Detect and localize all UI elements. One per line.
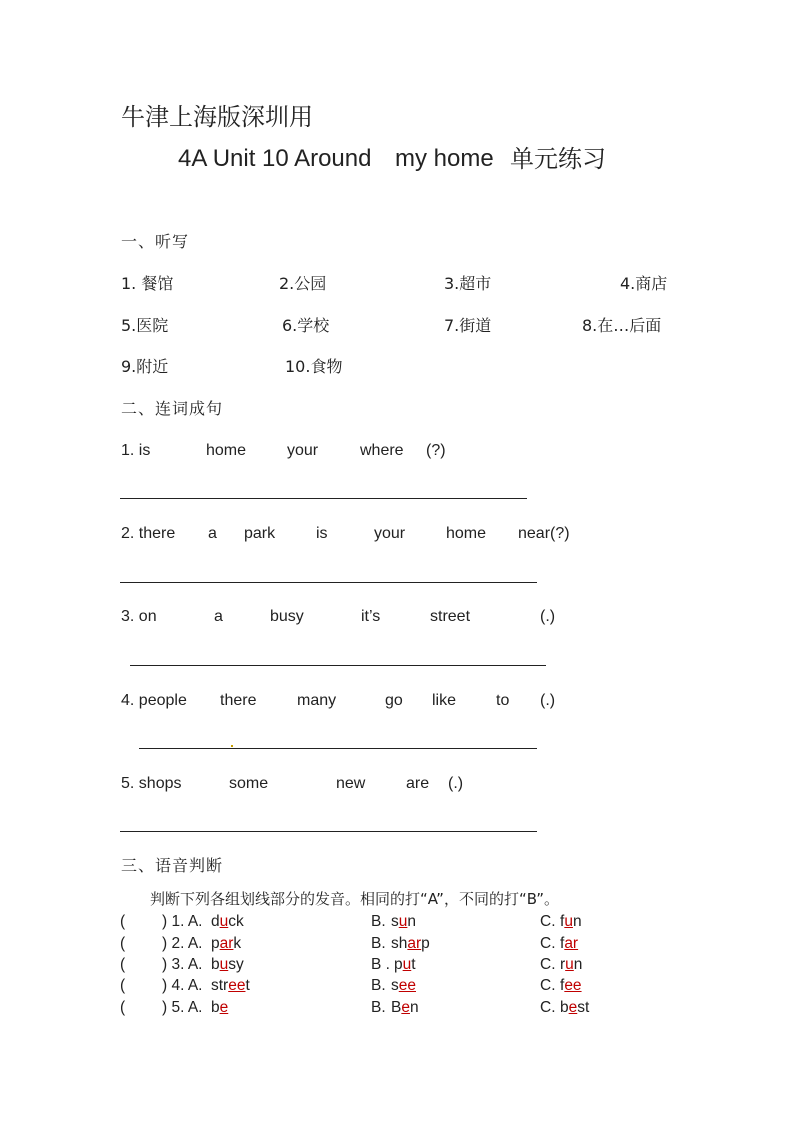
dictation-item: 2.公园 [279, 274, 327, 293]
answer-bracket[interactable]: ( [120, 956, 126, 973]
underlined-letters: u [398, 913, 408, 930]
dictation-item: 7.街道 [444, 316, 492, 335]
option-c-word: run [560, 956, 583, 973]
answer-bracket[interactable]: ( [120, 935, 126, 952]
answer-bracket[interactable]: ( [120, 977, 126, 994]
option-c-label: C. [540, 999, 556, 1016]
scrambled-word: 3. on [121, 608, 157, 625]
scrambled-word: are [406, 775, 430, 792]
underlined-letters: e [401, 999, 410, 1016]
answer-line[interactable] [120, 582, 537, 583]
scrambled-word: 2. there [121, 525, 176, 542]
option-c-label: C. [540, 956, 556, 973]
option-a-word: busy [211, 956, 244, 973]
dictation-item: 9.附近 [121, 357, 169, 376]
dictation-item: 6.学校 [282, 316, 330, 335]
option-b-label: B. [371, 935, 386, 952]
underlined-letters: u [564, 913, 573, 930]
scrambled-word: a [214, 608, 223, 625]
underlined-letters: ee [398, 977, 416, 994]
scrambled-word: street [430, 608, 471, 625]
option-c-label: C. [540, 935, 556, 952]
page-title-publisher: 牛津上海版深圳用 [121, 103, 313, 131]
dictation-item: 1. 餐馆 [121, 274, 174, 293]
option-c-word: fun [560, 913, 582, 930]
dictation-item: 10.食物 [285, 357, 343, 376]
dictation-item: 8.在…后面 [582, 316, 662, 335]
option-b-word: see [391, 977, 416, 994]
option-b-label: B. [371, 977, 386, 994]
option-b-word: Ben [391, 999, 419, 1016]
question-number: ) 1. A. [162, 913, 203, 930]
answer-line[interactable] [130, 665, 546, 666]
scrambled-word: park [244, 525, 276, 542]
section-heading-phonics: 三、语音判断 [121, 856, 224, 875]
scrambled-word: near(?) [518, 525, 570, 542]
scrambled-word: there [220, 692, 257, 709]
answer-line[interactable] [139, 748, 537, 749]
title-unit-part: my home [395, 145, 494, 172]
underlined-letters: ar [564, 935, 579, 952]
option-c-label: C. [540, 977, 556, 994]
scrambled-word: 1. is [121, 442, 151, 459]
scrambled-word: to [496, 692, 510, 709]
scrambled-word: home [206, 442, 247, 459]
scrambled-word: is [316, 525, 328, 542]
phonics-instruction: 判断下列各组划线部分的发音。相同的打“A”，不同的打“B”。 [150, 890, 559, 908]
answer-bracket[interactable]: ( [120, 999, 126, 1016]
option-a-word: be [211, 999, 229, 1016]
scrambled-word: (.) [540, 608, 556, 625]
underlined-letters: e [219, 999, 229, 1016]
underlined-letters: e [568, 999, 578, 1016]
question-number: ) 4. A. [162, 977, 203, 994]
title-unit-part: 单元练习 [510, 145, 606, 173]
underlined-letters: ar [407, 935, 422, 952]
scrambled-word: 5. shops [121, 775, 182, 792]
scrambled-word: busy [270, 608, 304, 625]
dictation-item: 4.商店 [620, 274, 668, 293]
scrambled-word: many [297, 692, 337, 709]
title-unit-part: 4A Unit 10 Around [178, 145, 372, 172]
answer-line[interactable] [120, 831, 537, 832]
question-number: ) 5. A. [162, 999, 203, 1016]
underlined-letters: u [565, 956, 574, 973]
underlined-letters: u [219, 913, 229, 930]
scrambled-word: where [360, 442, 404, 459]
scrambled-word: some [229, 775, 269, 792]
underlined-letters: ar [219, 935, 234, 952]
answer-line[interactable] [120, 498, 527, 499]
question-number: ) 2. A. [162, 935, 203, 952]
option-c-word: fee [560, 977, 582, 994]
option-c-word: best [560, 999, 590, 1016]
scrambled-word: your [374, 525, 406, 542]
dictation-item: 3.超市 [444, 274, 492, 293]
option-a-word: duck [211, 913, 244, 930]
option-c-word: far [560, 935, 579, 952]
scrambled-word: your [287, 442, 319, 459]
option-a-word: street [211, 977, 250, 994]
underlined-letters: u [402, 956, 412, 973]
answer-bracket[interactable]: ( [120, 913, 126, 930]
scrambled-word: like [432, 692, 457, 709]
scrambled-word: (?) [426, 442, 446, 459]
scrambled-word: new [336, 775, 366, 792]
scrambled-word: a [208, 525, 217, 542]
option-b-word: sharp [391, 935, 430, 952]
underlined-letters: ee [228, 977, 246, 994]
scrambled-word: go [385, 692, 403, 709]
scrambled-word: (.) [540, 692, 556, 709]
dictation-item: 5.医院 [121, 316, 169, 335]
scrambled-word: it’s [361, 608, 381, 625]
scrambled-word: (.) [448, 775, 464, 792]
option-b-word: put [394, 956, 416, 973]
scrambled-word: home [446, 525, 487, 542]
underlined-letters: u [219, 956, 229, 973]
question-number: ) 3. A. [162, 956, 203, 973]
option-c-label: C. [540, 913, 556, 930]
option-b-label: B. [371, 913, 386, 930]
option-b-label: B. [371, 999, 386, 1016]
scrambled-word: 4. people [121, 692, 187, 709]
option-b-word: sun [391, 913, 416, 930]
section-heading-dictation: 一、听写 [121, 232, 190, 251]
underlined-letters: ee [564, 977, 582, 994]
option-b-label: B . [371, 956, 390, 973]
stray-mark [231, 745, 233, 747]
option-a-word: park [211, 935, 242, 952]
section-heading-word-order: 二、连词成句 [121, 399, 224, 418]
